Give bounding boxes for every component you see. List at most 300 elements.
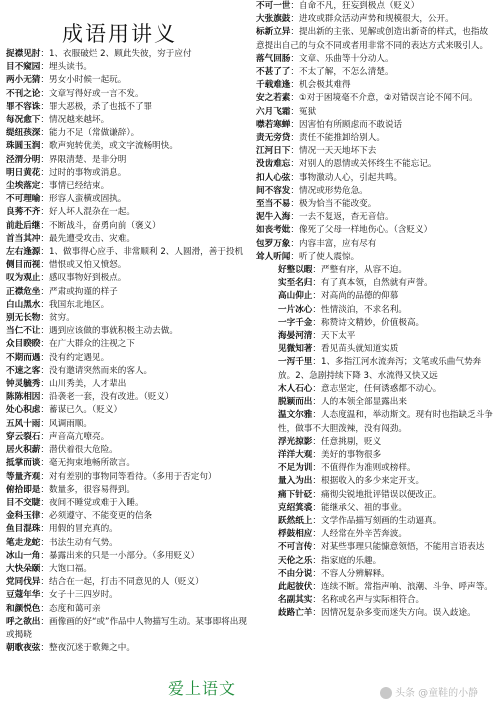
idiom-definition: 因害怕有所顾虑而不敢说话 [299,119,403,130]
separator: ： [40,247,49,258]
idiom-entry [6,101,250,114]
idiom-definition: 文章写得好或一言不发。 [49,88,144,99]
separator: ： [40,577,49,588]
idiom-entry [256,172,496,185]
idiom-entry [256,238,496,251]
separator: ： [290,27,299,38]
separator: ： [290,106,299,117]
idiom-definition: 1、衣服破烂 2、顾此失彼，穷于应付 [49,49,192,59]
separator: ： [40,49,49,59]
idiom-definition: 不容人分辨解释。 [321,568,390,579]
idiom-entry [256,356,496,382]
idiom-entry [6,206,250,219]
idiom-term: 白山黑水 [6,299,41,310]
separator: ： [40,299,49,310]
separator: ： [40,233,49,244]
idiom-entry [256,119,496,132]
idiom-definition: 责任不能推卸给别人。 [299,133,385,144]
separator: ： [40,326,49,337]
idiom-term: 一片冰心 [278,304,313,315]
separator: ： [40,524,49,535]
idiom-entry [6,167,250,180]
idiom-term: 桴鼓相应 [278,529,313,540]
idiom-definition: 人的本领全部显露出来 [321,397,407,408]
idiom-definition: 山川秀美，人才辈出 [49,379,127,390]
idiom-definition: 对有差别的事物同等看待。（多用于否定句） [49,471,217,482]
separator: ： [312,515,321,526]
idiom-definition: 文学作品描写刻画的生动逼真。 [321,515,442,526]
idiom-term: 泥牛入海 [256,212,291,223]
idiom-term: 左右逢源 [6,247,41,258]
idiom-definition: 性情淡泊，不求名利。 [321,304,407,315]
idiom-entry [256,607,496,620]
idiom-definition: 不值得作为准则或榜样。 [321,463,416,474]
page-title: 成语用讲义 [62,22,177,46]
separator: ： [40,484,49,495]
separator: ： [312,489,321,500]
idiom-term: 目不交睫 [6,497,41,508]
separator: ： [40,590,49,601]
idiom-entry [6,444,250,457]
idiom-term: 处心积虑 [6,405,41,416]
separator: ： [40,379,49,390]
idiom-definition: 不断战斗，奋勇向前（褒义） [49,220,161,231]
idiom-entry [6,510,250,523]
separator: ： [40,115,49,126]
watermark [380,684,478,699]
idiom-term: 罪不容诛 [6,101,41,112]
idiom-entry [6,272,250,285]
separator: ： [312,436,321,447]
idiom-definition: 暴露出来的只是一小部分。（多用贬义） [49,550,200,561]
idiom-term: 每况愈下 [6,115,41,126]
idiom-definition: 连续不断。常指声响、浪潮、斗争、呼声等。 [321,581,493,592]
separator: ： [312,357,321,368]
idiom-term: 不可言传 [278,542,313,553]
separator: ： [40,167,49,178]
idiom-entry [6,589,250,602]
idiom-definition: 结合在一起，打击不同意见的人（贬义） [49,577,204,588]
separator: ： [312,410,321,421]
separator: ： [312,344,321,355]
idiom-entry [256,541,496,554]
idiom-entry [256,528,496,541]
idiom-definition: 能力不足（常做谦辞）。 [49,128,140,139]
idiom-definition: 痛彻尖锐地批评错误以便改正。 [321,489,442,500]
separator: ： [290,212,299,223]
idiom-definition: 冤狱 [299,106,317,117]
separator: ： [40,431,49,442]
idiom-term: 歧路亡羊 [278,608,313,619]
idiom-term: 克绍箕裘 [278,502,313,513]
separator: ： [40,405,49,416]
idiom-term: 正襟危坐 [6,286,41,297]
idiom-definition: 天下太平 [321,331,356,342]
idiom-term: 众目睽睽 [6,339,41,350]
idiom-term: 捉襟见肘 [6,49,41,59]
separator: ： [312,291,321,302]
separator: ： [40,458,49,469]
idiom-entry [256,79,496,92]
idiom-term: 首当其冲 [6,233,41,244]
idiom-definition: 没有约定遇见。 [49,352,110,363]
idiom-entry [256,568,496,581]
idiom-term: 两小无猜 [6,75,41,86]
idiom-definition: 罪大恶极，杀了也抵不了罪 [49,101,153,112]
idiom-term: 陈陈相因 [6,392,41,403]
separator: ： [290,80,299,91]
separator: ： [290,67,299,78]
separator: ： [312,463,321,474]
separator: ： [40,101,49,112]
separator: ： [40,643,49,654]
idiom-definition: 歌声宛转优美，或文字流畅明快。 [49,141,178,152]
idiom-term: 大张旗鼓 [256,14,291,25]
right-column [256,0,496,621]
idiom-term: 江河日下 [256,146,291,157]
separator: ： [40,62,49,73]
idiom-definition: 不太了解，不怎么清楚。 [299,67,394,78]
idiom-term: 珠圆玉润 [6,141,41,152]
idiom-entry [6,61,250,74]
idiom-entry [6,497,250,510]
idiom-term: 明日黄花 [6,167,41,178]
idiom-term: 温文尔雅 [278,410,313,421]
footer-brand: 爱上语文 [168,679,237,698]
idiom-definition: 遇到应该做的事就积极主动去做。 [49,326,178,337]
idiom-term: 笔走龙蛇 [6,537,41,548]
idiom-entry [6,603,250,616]
idiom-definition: 没有邀请突然而来的客人。 [49,365,153,376]
idiom-definition: 形容人蛮横或固执。 [49,194,127,205]
idiom-term: 不期而遇 [6,352,41,363]
separator: ： [40,392,49,403]
idiom-term: 如丧考妣 [256,225,291,236]
separator: ： [312,542,321,553]
idiom-term: 不刊之论 [6,88,41,99]
idiom-term: 千载难逢 [256,80,291,91]
idiom-definition: 美好的事物很多 [321,449,382,460]
idiom-term: 不由分说 [278,568,313,579]
left-column [6,48,250,655]
idiom-term: 责无旁贷 [256,133,291,144]
separator: ： [40,75,49,86]
idiom-entry [256,489,496,502]
idiom-term: 缇纽孩深 [6,128,41,139]
idiom-entry [256,396,496,409]
idiom-term: 朝歌夜弦 [6,643,41,654]
idiom-entry [6,431,250,444]
separator: ： [40,537,49,548]
idiom-definition: 用假的冒充真的。 [49,524,118,535]
idiom-definition: 蓄谋已久。（贬义） [49,405,123,416]
idiom-entry [6,537,250,550]
idiom-entry [6,471,250,484]
separator: ： [290,172,299,183]
separator: ： [40,141,49,152]
idiom-entry [256,66,496,79]
idiom-definition: 画像画的好“或”作品中人物描写生动。某事即将出现或揭晓 [6,616,247,640]
idiom-term: 泾渭分明 [6,154,41,165]
separator: ： [312,581,321,592]
idiom-definition: 整夜沉迷于歌舞之中。 [49,643,135,654]
idiom-definition: 必须遵守、不能变更的信条 [49,511,153,522]
idiom-definition: 事情已经结束。 [49,181,110,192]
idiom-definition: 能继承父、祖的事业。 [321,502,407,513]
idiom-definition: 称赞诗文精妙，价值极高。 [321,317,425,328]
separator: ： [290,238,299,249]
idiom-term: 和颜悦色 [6,603,41,614]
idiom-definition: 一去不复返，杳无音信。 [299,212,394,223]
idiom-entry [256,330,496,343]
separator: ： [312,397,321,408]
idiom-term: 落气回肠 [256,53,291,64]
separator: ： [290,133,299,144]
idiom-entry [256,594,496,607]
idiom-definition: 对某些事理只能慷意领悟，不能用言语表达 [321,542,485,553]
separator: ： [40,603,49,614]
idiom-entry [256,132,496,145]
separator: ： [40,88,49,99]
idiom-entry [6,233,250,246]
idiom-entry [6,180,250,193]
idiom-term: 前赴后继 [6,220,41,231]
idiom-term: 天伦之乐 [278,555,313,566]
idiom-term: 党同伐异 [6,577,41,588]
idiom-entry [6,325,250,338]
idiom-entry [256,251,496,264]
idiom-entry [256,581,496,594]
separator: ： [290,1,299,11]
idiom-term: 金科玉律 [6,511,41,522]
idiom-definition: 界限清楚、是非分明 [49,154,127,165]
idiom-definition: 内容丰富，应有尽有 [299,238,377,249]
idiom-term: 五风十雨 [6,418,41,429]
idiom-entry [6,563,250,576]
separator: ： [312,608,321,619]
idiom-definition: 根据收入的多少来定开支。 [321,476,425,487]
separator: ： [290,146,299,157]
idiom-entry [256,290,496,303]
idiom-entry [256,449,496,462]
idiom-entry [6,193,250,206]
idiom-definition: 男女小时候一起玩。 [49,75,127,86]
idiom-term: 见微知著 [278,344,313,355]
idiom-term: 呼之欲出 [6,616,41,627]
idiom-definition: 情况越来越坏。 [49,115,110,126]
idiom-term: 高山仰止 [278,291,313,302]
idiom-definition: 严肃或拘谨的样子 [49,286,118,297]
separator: ： [40,273,49,284]
idiom-term: 叹为观止 [6,273,41,284]
idiom-entry [6,576,250,589]
idiom-entry [6,299,250,312]
idiom-entry [256,277,496,290]
idiom-term: 不可理喻 [6,194,41,205]
idiom-entry [256,145,496,158]
separator: ： [312,555,321,566]
idiom-entry [6,378,250,391]
idiom-entry [256,198,496,211]
idiom-definition: 极为恰当不能改变。 [299,199,377,210]
idiom-term: 耸人听闻 [256,251,291,262]
idiom-term: 好整以暇 [278,265,313,276]
idiom-entry [6,140,250,153]
idiom-term: 浮光掠影 [278,436,313,447]
separator: ： [312,595,321,606]
idiom-definition: 有了真本领，自然就有声誉。 [321,278,433,289]
idiom-entry [6,616,250,642]
separator: ： [312,331,321,342]
idiom-term: 实至名归 [278,278,313,289]
separator: ： [40,418,49,429]
idiom-definition: 指家庭的乐趣。 [321,555,382,566]
separator: ： [40,194,49,205]
idiom-definition: 风调雨顺。 [49,418,92,429]
separator: ： [40,563,49,574]
idiom-entry [256,26,496,52]
separator: ： [40,207,49,218]
idiom-definition: 任意挑剔，贬义 [321,436,382,447]
idiom-definition: 在广大群众的注视之下 [49,339,135,350]
idiom-entry [6,484,250,497]
separator: ： [312,383,321,394]
separator: ： [312,265,321,276]
idiom-definition: 沿袭老一套，没有改进。（贬义） [49,392,174,403]
idiom-definition: 进攻或群众活动声势和规模很大，公开。 [299,14,454,25]
idiom-definition: 对别人的恩情或关怀终生不能忘记。 [299,159,437,170]
idiom-term: 没齿难忘 [256,159,291,170]
idiom-entry [6,220,250,233]
idiom-definition: 好人坏人混杂在一起。 [49,207,135,218]
idiom-term: 侧目而视 [6,260,41,271]
idiom-term: 标新立异 [256,27,291,38]
idiom-definition: 像死了父母一样地伤心。（含贬义） [299,225,433,236]
separator: ： [312,529,321,540]
idiom-definition: 因情况复杂多变而迷失方向。误入歧途。 [321,608,476,619]
idiom-definition: 事物激动人心，引起共鸣。 [299,172,403,183]
separator: ： [40,313,49,324]
idiom-term: 一字千金 [278,317,313,328]
idiom-definition: 女子十三四岁时。 [49,590,118,601]
idiom-entry [256,304,496,317]
separator: ： [290,53,299,64]
idiom-entry [6,338,250,351]
idiom-entry [256,383,496,396]
idiom-term: 六月飞霜 [256,106,291,117]
idiom-term: 居火积薪 [6,445,41,456]
idiom-entry [256,317,496,330]
idiom-definition: 严整有序，从容不迫。 [321,265,407,276]
idiom-definition: 看见苗头就知道实质 [321,344,399,355]
idiom-entry [256,13,496,26]
separator: ： [312,304,321,315]
idiom-definition: 夜间不睡觉或难于入睡。 [49,497,144,508]
idiom-definition: 人经常在外辛苦奔波。 [321,529,407,540]
separator: ： [40,220,49,231]
idiom-entry [6,114,250,127]
idiom-definition: 名称或名声与实际相符合。 [321,595,425,606]
idiom-definition: 1、多指江河水流奔泻；文笔或乐曲气势奔放。2、急剧持续下降 3、水流得又快又远 [278,357,482,381]
separator: ： [40,181,49,192]
idiom-term: 至当不易 [256,199,291,210]
idiom-definition: 埋头读书。 [49,62,92,73]
idiom-term: 良莠不齐 [6,207,41,218]
idiom-definition: 情况一天天地坏下去 [299,146,377,157]
idiom-definition: 机会极其难得 [299,80,351,91]
idiom-definition: 情况或形势危急。 [299,185,368,196]
separator: ： [312,568,321,579]
idiom-entry [6,48,250,61]
idiom-definition: 1、做事得心应手、非常顺利 2、人圆滑，善于投机 [49,247,244,258]
idiom-entry [6,550,250,563]
idiom-definition: 自命不凡，狂妄到极点（贬义） [299,1,420,11]
idiom-term: 别无长物 [6,313,41,324]
idiom-definition: 过时的事物或消息。 [49,167,127,178]
idiom-entry [6,365,250,378]
idiom-entry [256,515,496,528]
idiom-definition: 贫穷。 [49,313,75,324]
idiom-entry [6,127,250,140]
idiom-term: 鱼目混珠 [6,524,41,535]
separator: ： [290,159,299,170]
idiom-term: 钟灵毓秀 [6,379,41,390]
idiom-entry [256,462,496,475]
idiom-definition: 数量多，很容易得到。 [49,484,135,495]
idiom-entry [6,246,250,259]
idiom-entry [256,436,496,449]
separator: ： [40,511,49,522]
idiom-entry [256,475,496,488]
idiom-definition: 文章、乐曲等十分动人。 [299,53,394,64]
separator: ： [40,497,49,508]
idiom-entry [256,92,496,105]
idiom-entry [256,343,496,356]
idiom-definition: 意志坚定，任何诱惑都不动心。 [321,383,442,394]
idiom-term: 大快朵颐 [6,563,41,574]
idiom-term: 洋洋大观 [278,449,313,460]
idiom-entry [6,352,250,365]
idiom-definition: 人态度温和，举动斯文。现有时也指缺乏斗争性，做事不大胆泼辣，没有闯劲。 [278,410,493,434]
idiom-term: 此起彼伏 [278,581,313,592]
idiom-entry [256,53,496,66]
idiom-entry [256,502,496,515]
idiom-entry [6,404,250,417]
idiom-entry [6,74,250,87]
idiom-term: 不速之客 [6,365,41,376]
separator: ： [40,471,49,482]
idiom-entry [6,523,250,536]
idiom-term: 不可一世 [256,1,291,11]
idiom-definition: 大饱口福。 [49,563,92,574]
idiom-term: 安之若素 [256,93,291,104]
separator: ： [40,339,49,350]
idiom-definition: 态度和蔼可亲 [49,603,101,614]
separator: ： [290,199,299,210]
separator: ： [40,352,49,363]
idiom-entry [6,418,250,431]
separator: ： [312,502,321,513]
separator: ： [312,449,321,460]
idiom-entry [256,106,496,119]
idiom-term: 不足为训 [278,463,313,474]
idiom-term: 不甚了了 [256,67,291,78]
idiom-entry [256,158,496,171]
idiom-entry [6,642,250,655]
idiom-definition: 对高尚的品德的仰慕 [321,291,399,302]
idiom-entry [6,259,250,272]
separator: ： [290,225,299,236]
